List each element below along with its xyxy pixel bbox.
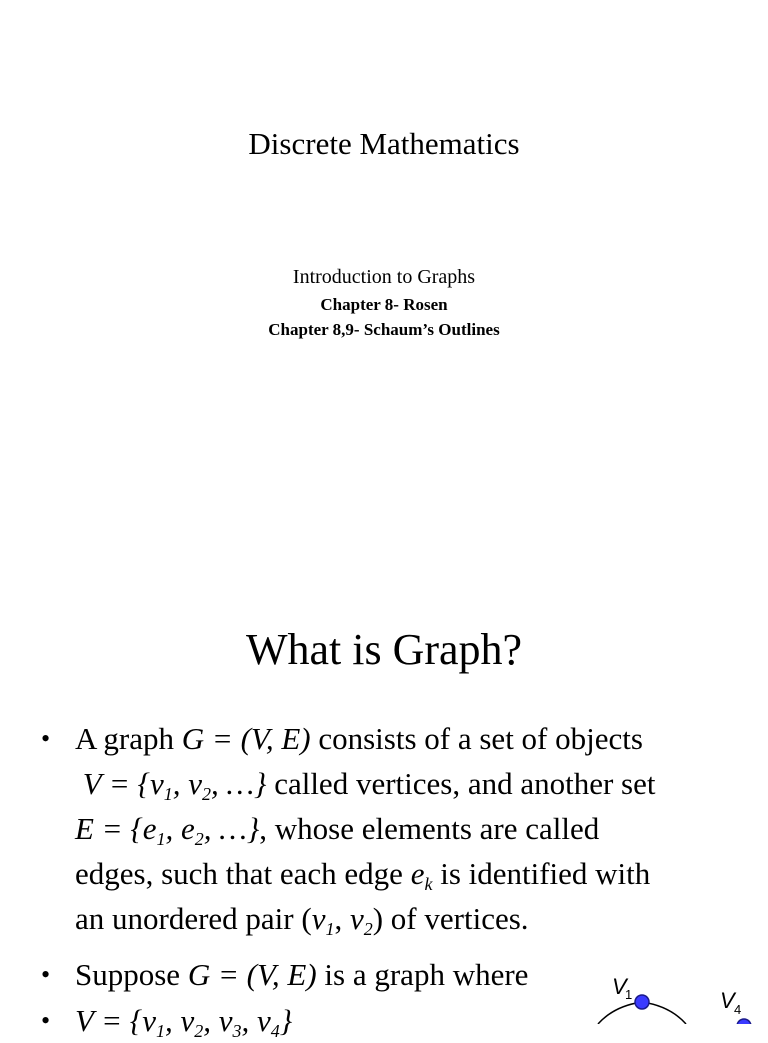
vertex-v4-label: V <box>720 988 735 1013</box>
slide2-title: What is Graph? <box>245 625 523 674</box>
definition-line-1: A graph G = (V, E) consists of a set of objects <box>75 721 643 756</box>
definition-line-5: an unordered pair ($v_1$, $v_2$) of vertices. <box>75 901 529 939</box>
bullet-graph-definition <box>41 716 735 941</box>
bullet-dot: • <box>41 960 51 989</box>
slide-subtitle: Introduction to Graphs <box>292 266 476 288</box>
bullet-suppose: • Suppose G = (V, E) is a graph where <box>75 952 735 997</box>
chapter-rosen: Chapter 8- Rosen <box>320 295 448 314</box>
bullet-dot: • <box>41 724 51 753</box>
bullet-dot: • <box>41 1006 51 1035</box>
vertex-v4-subscript: 4 <box>734 1002 742 1017</box>
slide-title: Discrete Mathematics <box>248 126 520 161</box>
definition-line-4: edges, such that each edge $e_k$ is identified with <box>75 856 651 894</box>
vertex-v1-label: V <box>612 974 627 999</box>
vertex-v4 <box>737 1019 751 1024</box>
bullet-vertex-set: • $V = \{v_1$, $v_2$, $v_3$, $v_4$} <box>75 998 735 1043</box>
chapter-schaum: Chapter 8,9- Schaum’s Outlines <box>268 320 500 339</box>
graph-figure <box>590 970 768 1024</box>
definition-line-2: $V = \{v_1$, $v_2$, …} called vertices, and another set <box>82 766 656 804</box>
vertex-v1 <box>635 995 649 1009</box>
definition-line-3: $E = \{e_1$, $e_2$, …}, whose elements are called <box>75 811 600 849</box>
vertex-v1-subscript: 1 <box>625 987 633 1002</box>
